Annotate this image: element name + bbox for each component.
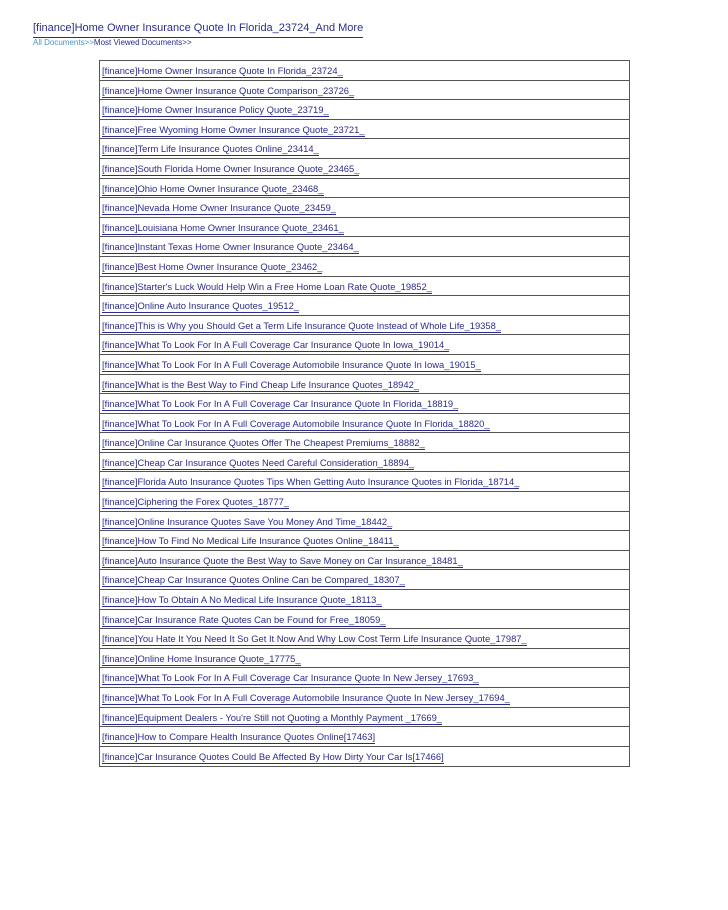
document-row — [100, 316, 629, 336]
document-link[interactable]: [finance]What is the Best Way to Find Cheap Life Insurance Quotes_18942_ — [102, 378, 420, 390]
document-row — [100, 414, 629, 434]
document-row — [100, 296, 629, 316]
document-list — [100, 61, 629, 766]
document-link[interactable]: [finance]Online Insurance Quotes Save You Money And Time_18442_ — [102, 515, 393, 527]
document-link[interactable]: [finance]Equipment Dealers - You're Still not Quoting a Monthly Payment _17669_ — [102, 711, 443, 723]
document-link[interactable]: [finance]What To Look For In A Full Coverage Car Insurance Quote In Florida_18819_ — [102, 398, 459, 410]
document-link[interactable]: [finance]Instant Texas Home Owner Insurance Quote_23464_ — [102, 241, 359, 253]
document-row — [100, 610, 629, 630]
document-row — [100, 257, 629, 277]
document-row — [100, 81, 629, 101]
document-link[interactable]: [finance]Online Car Insurance Quotes Offer The Cheapest Premiums_18882_ — [102, 437, 425, 449]
document-row — [100, 472, 629, 492]
document-link[interactable]: [finance]Florida Auto Insurance Quotes Tips When Getting Auto Insurance Quotes in Florida_18714_ — [102, 476, 520, 488]
document-row — [100, 668, 629, 688]
document-link[interactable]: [finance]Car Insurance Rate Quotes Can be Found for Free_18059_ — [102, 613, 386, 625]
document-row — [100, 708, 629, 728]
document-link[interactable]: [finance]Ciphering the Forex Quotes_18777_ — [102, 496, 290, 508]
document-link[interactable]: [finance]This is Why you Should Get a Term Life Insurance Quote Instead of Whole Life_19358_ — [102, 319, 502, 331]
document-link[interactable]: [finance]Nevada Home Owner Insurance Quote_23459_ — [102, 202, 336, 214]
document-row — [100, 237, 629, 257]
document-link[interactable]: [finance]You Hate It You Need It So Get It Now And Why Low Cost Term Life Insurance Quote_17987_ — [102, 633, 527, 645]
document-link[interactable]: [finance]South Florida Home Owner Insurance Quote_23465_ — [102, 162, 360, 174]
document-row — [100, 198, 629, 218]
document-link[interactable]: [finance]What To Look For In A Full Coverage Car Insurance Quote In Iowa_19014_ — [102, 339, 450, 351]
document-link[interactable]: [finance]How To Obtain A No Medical Life Insurance Quote_18113_ — [102, 594, 382, 606]
document-row — [100, 570, 629, 590]
document-link[interactable]: [finance]Online Auto Insurance Quotes_19512_ — [102, 300, 300, 312]
document-row — [100, 512, 629, 532]
document-link[interactable]: [finance]What To Look For In A Full Coverage Car Insurance Quote In New Jersey_17693_ — [102, 672, 479, 684]
document-row — [100, 453, 629, 473]
document-link[interactable]: [finance]Cheap Car Insurance Quotes Need Careful Consideration_18894_ — [102, 456, 415, 468]
document-row — [100, 649, 629, 669]
document-row — [100, 727, 629, 747]
document-row — [100, 179, 629, 199]
document-link[interactable]: [finance]Louisiana Home Owner Insurance Quote_23461_ — [102, 221, 344, 233]
document-row — [100, 590, 629, 610]
document-link[interactable]: [finance]What To Look For In A Full Coverage Automobile Insurance Quote In New Jersey_17694_ — [102, 692, 510, 703]
document-link[interactable]: [finance]Term Life Insurance Quotes Online_23414_ — [102, 143, 319, 155]
breadcrumb-most-viewed-link[interactable]: Most Viewed Documents — [93, 38, 183, 47]
document-link[interactable]: [finance]Home Owner Insurance Quote Comparison_23726_ — [102, 84, 355, 96]
document-link[interactable]: [finance]Cheap Car Insurance Quotes Online Can be Compared_18307_ — [102, 574, 405, 586]
document-row — [100, 531, 629, 551]
document-link[interactable]: [finance]How to Compare Health Insurance Quotes Online[17463] — [102, 731, 376, 743]
document-row — [100, 335, 629, 355]
document-row — [100, 433, 629, 453]
document-row — [100, 355, 629, 375]
document-link[interactable]: [finance]How To Find No Medical Life Insurance Quotes Online_18411_ — [102, 535, 399, 547]
document-row — [100, 688, 629, 708]
document-link[interactable]: [finance]Best Home Owner Insurance Quote_23462_ — [102, 260, 323, 272]
document-row — [100, 747, 629, 767]
document-row — [100, 61, 629, 81]
document-link[interactable]: [finance]What To Look For In A Full Coverage Automobile Insurance Quote In Iowa_19015_ — [102, 358, 481, 370]
document-link[interactable]: [finance]Online Home Insurance Quote_17775_ — [102, 652, 301, 664]
document-row — [100, 394, 629, 414]
breadcrumb-all-documents-link[interactable]: All Documents — [33, 38, 85, 47]
document-link[interactable]: [finance]Free Wyoming Home Owner Insurance Quote_23721_ — [102, 123, 365, 135]
document-row — [100, 120, 629, 140]
page-title[interactable]: [finance]Home Owner Insurance Quote In Florida_23724_And More — [33, 21, 363, 38]
breadcrumb-separator: >> — [84, 38, 94, 47]
document-row — [100, 629, 629, 649]
document-row — [100, 551, 629, 571]
breadcrumb — [33, 38, 192, 48]
document-link[interactable]: [finance]Car Insurance Quotes Could Be Affected By How Dirty Your Car Is[17466] — [102, 750, 444, 762]
document-link[interactable]: [finance]Auto Insurance Quote the Best Way to Save Money on Car Insurance_18481_ — [102, 554, 463, 566]
document-link[interactable]: [finance]Ohio Home Owner Insurance Quote_23468_ — [102, 182, 324, 194]
document-row — [100, 492, 629, 512]
document-row — [100, 277, 629, 297]
document-row — [100, 159, 629, 179]
document-row — [100, 139, 629, 159]
document-row — [100, 375, 629, 395]
document-row — [100, 218, 629, 238]
document-row — [100, 100, 629, 120]
document-link[interactable]: [finance]Home Owner Insurance Policy Quote_23719_ — [102, 104, 329, 116]
document-link[interactable]: [finance]Starter's Luck Would Help Win a Free Home Loan Rate Quote_19852_ — [102, 280, 432, 292]
document-link[interactable]: [finance]What To Look For In A Full Coverage Automobile Insurance Quote In Florida_18820_ — [102, 417, 490, 429]
breadcrumb-trailing-separator: >> — [182, 38, 192, 47]
document-link[interactable]: [finance]Home Owner Insurance Quote In Florida_23724_ — [102, 65, 343, 76]
document-list-table — [99, 60, 630, 767]
